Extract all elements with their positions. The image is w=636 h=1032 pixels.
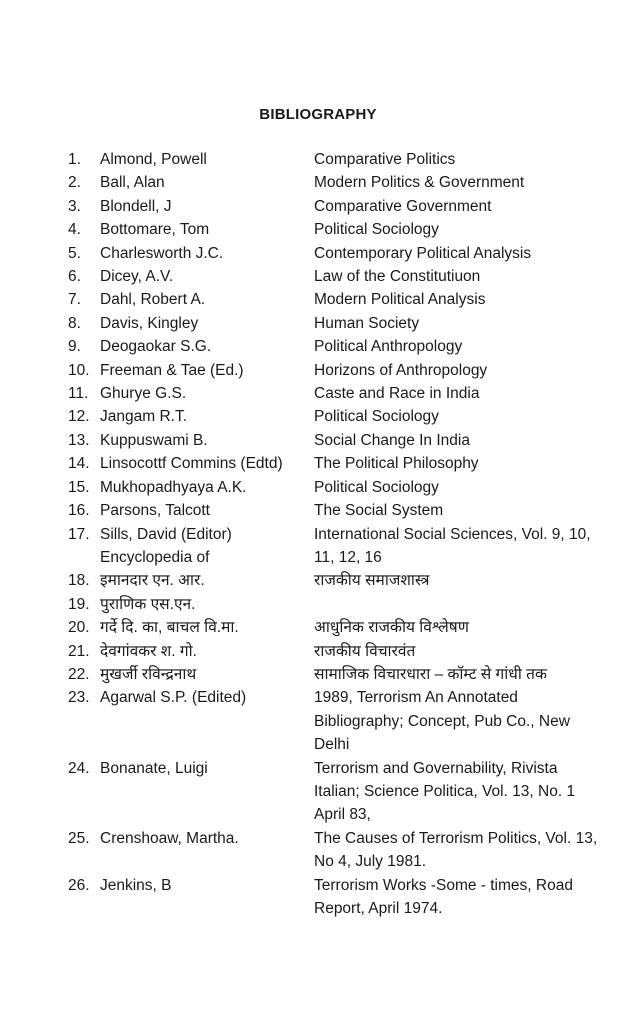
entry-work: Terrorism and Governability, Rivista Italian; Science Politica, Vol. 13, No. 1 April 83, <box>314 759 576 824</box>
bibliography-entry <box>68 663 598 686</box>
entry-author: Ball, Alan <box>100 174 165 192</box>
entry-author: Davis, Kingley <box>100 314 199 332</box>
bibliography-entry <box>68 195 598 218</box>
entry-work <box>314 593 598 616</box>
entry-author: देवगांवकर श. गो. <box>100 642 197 660</box>
bibliography-entry <box>68 312 598 335</box>
entry-work: Caste and Race in India <box>314 385 480 403</box>
entry-author: Mukhopadhyaya A.K. <box>100 478 247 496</box>
entry-author: Linsocottf Commins (Edtd) <box>100 455 283 473</box>
entry-number: 17. <box>68 525 90 543</box>
entry-work: Human Society <box>314 314 420 332</box>
entry-number: 13. <box>68 431 90 449</box>
bibliography-entry <box>68 523 598 570</box>
entry-work: Horizons of Anthropology <box>314 361 488 379</box>
entry-author: Almond, Powell <box>100 151 207 168</box>
entry-work: Modern Political Analysis <box>314 291 486 309</box>
bibliography-entry <box>68 616 598 639</box>
entry-work: Modern Politics & Government <box>314 174 525 192</box>
entry-number: 25. <box>68 829 90 847</box>
entry-work: 1989, Terrorism An Annotated Bibliography; Concept, Pub Co., New Delhi <box>314 689 570 754</box>
bibliography-entry <box>68 171 598 194</box>
entry-author: मुखर्जी रविन्द्रनाथ <box>100 665 197 683</box>
bibliography-entry <box>68 476 598 499</box>
entry-number: 2. <box>68 174 81 192</box>
entry-author: Freeman & Tae (Ed.) <box>100 361 244 379</box>
entry-author: Ghurye G.S. <box>100 385 187 403</box>
entry-work: Law of the Constitutiuon <box>314 268 481 286</box>
entry-work: राजकीय समाजशास्त्र <box>314 572 430 590</box>
entry-author: Parsons, Talcott <box>100 502 210 520</box>
entry-work: Political Sociology <box>314 408 439 426</box>
entry-number: 8. <box>68 314 81 332</box>
bibliography-entry <box>68 218 598 241</box>
entry-number: 16. <box>68 502 90 520</box>
bibliography-entry <box>68 288 598 311</box>
bibliography-entry <box>68 499 598 522</box>
page-title: BIBLIOGRAPHY <box>259 106 377 123</box>
entry-work: Political Sociology <box>314 221 439 239</box>
entry-author: Blondell, J <box>100 197 172 215</box>
entry-author: Dahl, Robert A. <box>100 291 206 309</box>
entry-number: 23. <box>68 689 90 707</box>
bibliography-entry <box>68 359 598 382</box>
bibliography-entry <box>68 569 598 592</box>
entry-author: Bonanate, Luigi <box>100 759 208 777</box>
entry-number: 3. <box>68 197 81 215</box>
entry-author: Jangam R.T. <box>100 408 188 426</box>
bibliography-list <box>68 148 598 920</box>
entry-work: Terrorism Works -Some - times, Road Report, April 1974. <box>314 876 573 917</box>
entry-number: 4. <box>68 221 81 239</box>
bibliography-entry <box>68 757 598 827</box>
entry-work: Comparative Politics <box>314 151 456 168</box>
entry-work: Political Anthropology <box>314 338 463 356</box>
entry-work: सामाजिक विचारधारा – कॉम्ट से गांधी तक <box>314 665 547 683</box>
entry-number: 11. <box>68 385 89 403</box>
bibliography-entry <box>68 242 598 265</box>
entry-work: राजकीय विचारवंत <box>314 642 416 660</box>
entry-author: Crenshoaw, Martha. <box>100 829 239 847</box>
bibliography-entry <box>68 593 598 616</box>
bibliography-entry <box>68 452 598 475</box>
entry-author: पुराणिक एस.एन. <box>100 595 196 613</box>
bibliography-entry <box>68 640 598 663</box>
entry-number: 24. <box>68 759 90 777</box>
bibliography-entry <box>68 265 598 288</box>
bibliography-entry <box>68 827 598 874</box>
entry-work: आधुनिक राजकीय विश्लेषण <box>314 619 469 637</box>
entry-author: इमानदार एन. आर. <box>100 572 205 590</box>
entry-work: Contemporary Political Analysis <box>314 244 532 262</box>
entry-number: 15. <box>68 478 90 496</box>
entry-work: The Political Philosophy <box>314 455 479 473</box>
entry-work: The Social System <box>314 502 444 520</box>
entry-work: International Social Sciences, Vol. 9, 10, 11, 12, 16 <box>314 525 591 566</box>
entry-number: 22. <box>68 665 90 683</box>
bibliography-entry <box>68 429 598 452</box>
entry-number: 18. <box>68 572 90 590</box>
bibliography-entry <box>68 382 598 405</box>
bibliography-entry <box>68 335 598 358</box>
entry-work: Social Change In India <box>314 431 470 449</box>
entry-author: Agarwal S.P. (Edited) <box>100 689 247 707</box>
entry-author: Deogaokar S.G. <box>100 338 212 356</box>
entry-author: Jenkins, B <box>100 876 172 894</box>
entry-work: Political Sociology <box>314 478 439 496</box>
entry-number: 10. <box>68 361 90 379</box>
entry-number: 12. <box>68 408 90 426</box>
entry-number: 19. <box>68 595 90 613</box>
entry-author: Charlesworth J.C. <box>100 244 224 262</box>
entry-author: गर्दे दि. का, बाचल वि.मा. <box>100 619 239 637</box>
entry-number: 26. <box>68 876 90 894</box>
bibliography-entry <box>68 148 598 171</box>
bibliography-entry <box>68 686 598 756</box>
entry-number: 6. <box>68 268 81 286</box>
entry-number: 14. <box>68 455 90 473</box>
entry-number: 1. <box>68 151 81 168</box>
entry-number: 20. <box>68 619 90 637</box>
bibliography-entry <box>68 405 598 428</box>
entry-author: Bottomare, Tom <box>100 221 210 239</box>
entry-number: 7. <box>68 291 81 309</box>
entry-number: 9. <box>68 338 81 356</box>
entry-author: Sills, David (Editor) Encyclopedia of <box>100 525 232 566</box>
entry-number: 21. <box>68 642 90 660</box>
bibliography-entry <box>68 874 598 921</box>
entry-author: Kuppuswami B. <box>100 431 208 449</box>
entry-work: The Causes of Terrorism Politics, Vol. 13, No 4, July 1981. <box>314 829 598 871</box>
entry-author: Dicey, A.V. <box>100 268 174 286</box>
entry-work: Comparative Government <box>314 197 492 215</box>
entry-number: 5. <box>68 244 81 262</box>
